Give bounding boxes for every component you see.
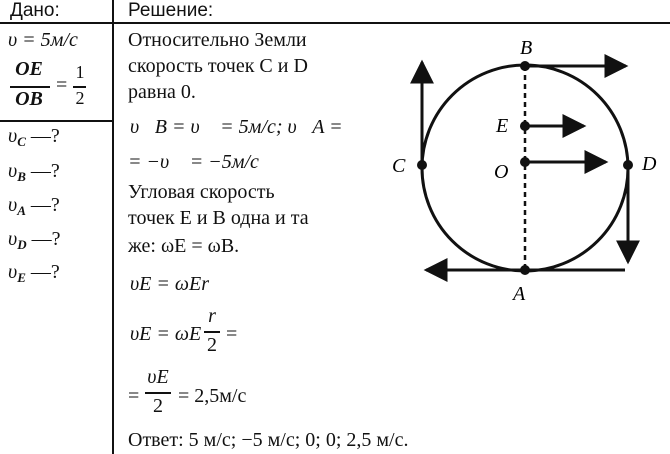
ratio-numerator: OE xyxy=(15,58,43,80)
solution-line-4: υ⃗B = υ⃗ = 5м/с; υ⃗A = xyxy=(130,116,343,138)
solution-line-8: же: ωE = ωB. xyxy=(128,235,240,257)
label-a: A xyxy=(513,283,526,305)
solution-line-7: точек E и B одна и та xyxy=(128,207,309,229)
point-e xyxy=(520,121,530,131)
solution-line-11-left: = xyxy=(128,385,140,407)
find-vb: $\upsilon_B$ —? xyxy=(8,160,60,184)
line11-bar xyxy=(145,392,171,394)
ratio-equals: = xyxy=(56,74,68,96)
label-b: B xyxy=(520,37,533,59)
point-o xyxy=(520,157,530,167)
solution-line-3: равна 0. xyxy=(128,81,196,103)
line11-numerator: υE xyxy=(147,366,169,388)
label-c: C xyxy=(392,155,406,177)
given-velocity: υ = 5м/с xyxy=(8,29,78,51)
ratio-denominator: OB xyxy=(15,88,43,110)
find-vc: $\upsilon_C$ —? xyxy=(8,125,60,149)
solution-line-5: = −υ⃗ = −5м/с xyxy=(128,151,259,173)
point-d xyxy=(623,160,633,170)
line10-denominator: 2 xyxy=(207,334,217,356)
line10-bar xyxy=(204,331,220,333)
find-ve: $\upsilon_E$ —? xyxy=(8,261,60,285)
solution-line-10-left: υE = ωE xyxy=(130,323,202,345)
header-rule xyxy=(0,22,670,24)
solution-line-2: скорость точек C и D xyxy=(128,55,308,77)
label-o: O xyxy=(494,161,509,183)
answer-line: Ответ: 5 м/с; −5 м/с; 0; 0; 2,5 м/с. xyxy=(128,429,409,451)
ratio-value-den: 2 xyxy=(75,88,85,108)
solution-line-6: Угловая скорость xyxy=(128,181,275,203)
column-divider xyxy=(112,0,114,454)
solution-line-10-right: = xyxy=(226,323,238,345)
line11-denominator: 2 xyxy=(153,395,163,417)
find-va: $\upsilon_A$ —? xyxy=(8,194,60,218)
label-d: D xyxy=(642,153,657,175)
solution-line-1: Относительно Земли xyxy=(128,29,307,51)
label-e: E xyxy=(496,115,509,137)
solution-header: Решение: xyxy=(128,0,214,21)
given-rule xyxy=(0,120,112,122)
solution-line-11-right: = 2,5м/с xyxy=(178,385,247,407)
solution-line-9: υE = ωEr xyxy=(130,273,210,295)
wheel-velocity-diagram xyxy=(380,30,670,310)
point-a xyxy=(520,265,530,275)
ratio-value-num: 1 xyxy=(75,62,85,82)
point-c xyxy=(417,160,427,170)
given-header: Дано: xyxy=(10,0,60,21)
point-b xyxy=(520,61,530,71)
line10-numerator: r xyxy=(208,305,216,327)
find-vd: $\upsilon_D$ —? xyxy=(8,228,61,252)
